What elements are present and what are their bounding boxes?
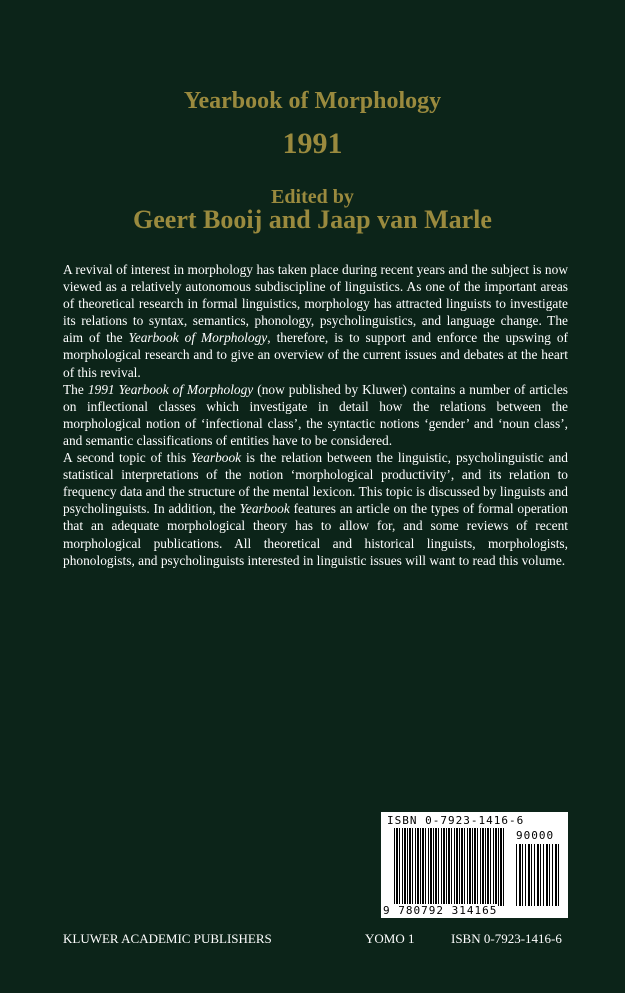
barcode-price-code: 90000 bbox=[516, 829, 555, 842]
barcode-isbn-text: ISBN 0-7923-1416-6 bbox=[387, 814, 525, 827]
barcode-bars bbox=[394, 828, 504, 906]
book-year: 1991 bbox=[282, 127, 343, 160]
editors: Geert Booij and Jaap van Marle bbox=[133, 205, 492, 234]
barcode-ean: 9 780792 314165 bbox=[383, 904, 498, 917]
blurb-paragraph: A revival of interest in morphology has taken place during recent years and the subject is now viewed as a relatively autonomous subdiscipline of linguistics. As one of the important areas of theoretical research in formal linguistics, morphology has attracted linguists to investigate its relations to syntax, semantics, phonology, psycholinguistics, and language change. The aim of the Yearbook of Morphology, therefore, is to support and enforce the upswing of morphological research and to give an overview of the current issues and debates at the heart of this revival. bbox=[63, 262, 568, 380]
footer-isbn: ISBN 0-7923-1416-6 bbox=[451, 931, 562, 946]
edited-by-label: Edited by bbox=[271, 186, 354, 208]
blurb-paragraph: A second topic of this Yearbook is the relation between the linguistic, psycholinguistic and statistical interpretations of the notion ‘morphological productivity’, and its relation to frequency data and the structure of the mental lexicon. This topic is discussed by linguists and psycholinguists. In addition, the Yearbook features an article on the types of formal operation that an adequate morphological theory has to allow for, and some reviews of recent morphological publications. All theoretical and historical linguists, morphologists, phonologists, and psycholinguists interested in linguistic issues will want to read this volume. bbox=[63, 450, 568, 568]
series-code: YOMO 1 bbox=[365, 931, 415, 946]
book-title: Yearbook of Morphology bbox=[183, 88, 442, 114]
publisher: KLUWER ACADEMIC PUBLISHERS bbox=[63, 931, 272, 946]
barcode-price-bars bbox=[516, 844, 561, 906]
isbn-barcode bbox=[381, 812, 568, 918]
back-cover-blurb bbox=[63, 261, 568, 569]
blurb-paragraph: The 1991 Yearbook of Morphology (now published by Kluwer) contains a number of articles on inflectional classes which investigate in detail how the relations between the morphological notion of ‘infectional class’, the syntactic notions ‘gender’ and ‘noun class’, and semantic classifications of entities have to be considered. bbox=[63, 381, 568, 448]
